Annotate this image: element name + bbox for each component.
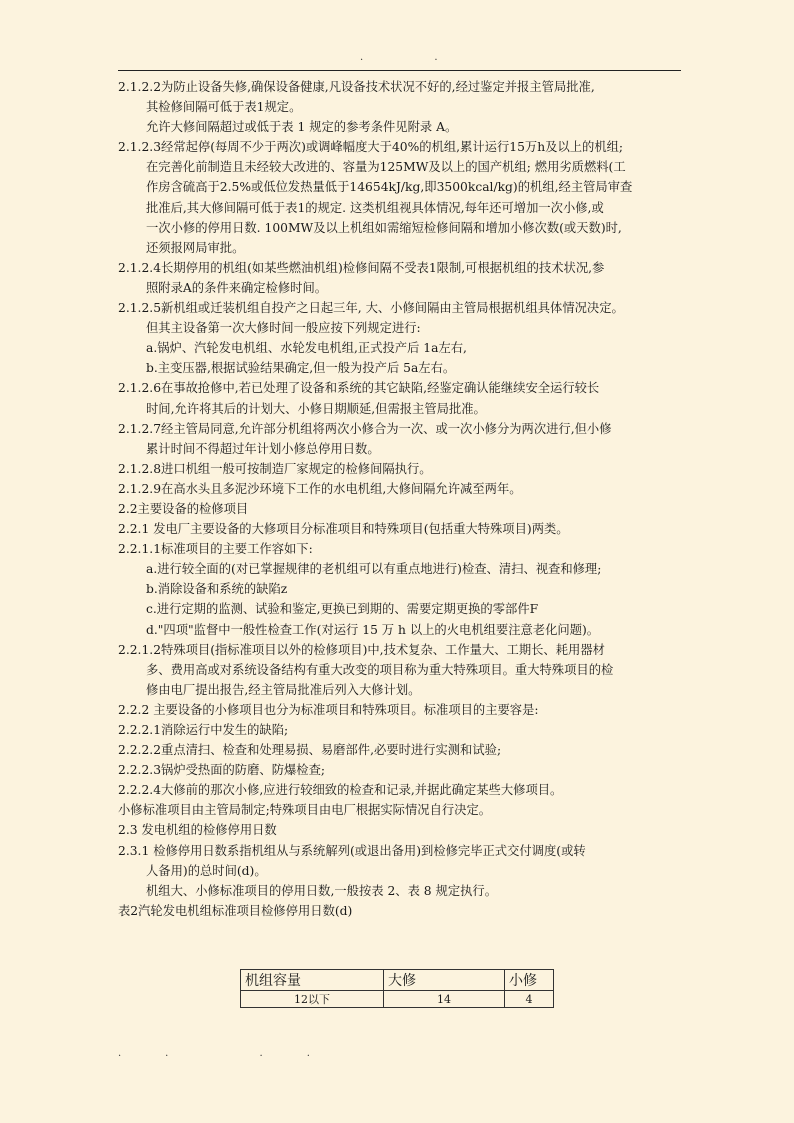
text-line: a.锅炉、汽轮发电机组、水轮发电机组,正式投产后 1a左右, — [146, 341, 467, 356]
text-line: 2.2.2.4大修前的那次小修,应进行较细致的检查和记录,并据此确定某些大修项目。 — [118, 783, 563, 798]
text-line: 在完善化前制造且未经较大改进的、容量为125MW及以上的国产机组; 燃用劣质燃料(工 — [146, 160, 626, 175]
text-line: 2.2.1.1标准项目的主要工作容如下: — [118, 542, 313, 557]
table-cell-minor: 4 — [505, 991, 554, 1008]
text-line: c.进行定期的监测、试验和鉴定,更换已到期的、需要定期更换的零部件F — [146, 602, 539, 617]
text-line: 2.3.1 检修停用日数系指机组从与系统解列(或退出备用)到检修完毕正式交付调度(或转 — [118, 843, 586, 858]
text-line: 修由电厂提出报告,经主管局批准后列入大修计划。 — [146, 682, 421, 697]
text-line: 小修标准项目由主管局制定;特殊项目由电厂根据实际情况自行决定。 — [118, 803, 492, 818]
text-line: 2.2.2 主要设备的小修项目也分为标准项目和特殊项目。标准项目的主要容是: — [118, 702, 539, 717]
text-line: 2.1.2.6在事故抢修中,若已处理了设备和系统的其它缺陷,经鉴定确认能继续安全运行较长 — [118, 381, 600, 396]
text-line: 其检修间隔可低于表1规定。 — [146, 100, 302, 115]
text-line: a.进行较全面的(对已掌握规律的老机组可以有重点地进行)检查、清扫、视查和修理; — [146, 562, 602, 577]
text-line: 2.2.1 发电厂主要设备的大修项目分标准项目和特殊项目(包括重大特殊项目)两类。 — [118, 522, 569, 537]
table-header-capacity: 机组容量 — [241, 970, 384, 991]
header-dots: . . — [360, 52, 472, 63]
header-rule — [118, 70, 681, 71]
text-line: 一次小修的停用日数. 100MW及以上机组如需缩短检修间隔和增加小修次数(或天数)时, — [146, 220, 622, 235]
text-line: 累计时间不得超过年计划小修总停用日数。 — [146, 441, 380, 456]
table-cell-capacity: 12以下 — [241, 991, 384, 1008]
text-line: 照附录A的条件来确定检修时间。 — [146, 280, 328, 295]
document-body — [118, 77, 688, 921]
table-cell-overhaul: 14 — [384, 991, 505, 1008]
table-header-row — [241, 970, 554, 991]
text-line: 2.1.2.2为防止设备失修,确保设备健康,凡设备技术状况不好的,经过鉴定并报主管局批准, — [118, 80, 595, 94]
text-line: 2.3 发电机组的检修停用日数 — [118, 823, 277, 838]
table-2 — [240, 969, 554, 1008]
table-header-overhaul: 大修 — [384, 970, 505, 991]
text-line: 2.2.2.2重点清扫、检查和处理易损、易磨部件,必要时进行实测和试验; — [118, 743, 502, 758]
text-line: 人备用)的总时间(d)。 — [146, 863, 267, 878]
text-line: 2.2主要设备的检修项目 — [118, 501, 249, 516]
text-line: 多、费用高或对系统设备结构有重大改变的项目称为重大特殊项目。重大特殊项目的检 — [146, 662, 614, 677]
table-row — [241, 991, 554, 1008]
text-line: b.消除设备和系统的缺陷z — [146, 582, 288, 597]
text-line: 表2汽轮发电机组标准项目检修停用日数(d) — [118, 903, 353, 918]
text-line: b.主变压器,根据试验结果确定,但一般为投产后 5a左右。 — [146, 361, 456, 376]
text-line: 机组大、小修标准项目的停用日数,一般按表 2、表 8 规定执行。 — [146, 883, 498, 898]
text-line: 还须报网局审批。 — [146, 240, 245, 255]
text-line: 2.1.2.9在高水头且多泥沙环境下工作的水电机组,大修间隔允许减至两年。 — [118, 481, 522, 496]
text-line: 2.2.2.3锅炉受热面的防磨、防爆检查; — [118, 763, 326, 778]
text-line: 2.1.2.3经常起停(每周不少于两次)或调峰幅度大于40%的机组,累计运行15万h及以上的机组; — [118, 140, 624, 155]
text-line: 2.1.2.7经主管局同意,允许部分机组将两次小修合为一次、或一次小修分为两次进行,但小修 — [118, 421, 612, 436]
text-line: 2.2.2.1消除运行中发生的缺陷; — [118, 723, 289, 737]
text-line: 2.1.2.8进口机组一般可按制造厂家规定的检修间隔执行。 — [118, 461, 432, 476]
text-line: 作房含硫高于2.5%或低位发热量低于14654kJ/kg,即3500kcal/kg)的机组,经主管局审查 — [146, 180, 633, 195]
text-line: 2.2.1.2特殊项目(指标准项目以外的检修项目)中,技术复杂、工作量大、工期长、耗用器材 — [118, 642, 605, 657]
footer-dots: .. .. — [118, 1048, 354, 1059]
text-line: 时间,允许将其后的计划大、小修日期顺延,但需报主管局批准。 — [146, 401, 486, 416]
text-line: 批准后,其大修间隔可低于表1的规定. 这类机组视具体情况,每年还可增加一次小修,或 — [146, 200, 604, 215]
text-line: 但其主设备第一次大修时间一般应按下列规定进行: — [146, 321, 421, 336]
text-line: d."四项"监督中一般性检查工作(对运行 15 万 h 以上的火电机组要注意老化问题)。 — [146, 622, 600, 637]
text-line: 允许大修间隔超过或低于表 1 规定的参考条件见附录 A。 — [146, 120, 458, 135]
table-header-minor: 小修 — [505, 970, 554, 991]
text-line: 2.1.2.4长期停用的机组(如某些燃油机组)检修间隔不受表1限制,可根据机组的技术状况,参 — [118, 260, 605, 275]
text-line: 2.1.2.5新机组或迁装机组自投产之日起三年, 大、小修间隔由主管局根据机组具体情况决定。 — [118, 301, 624, 316]
